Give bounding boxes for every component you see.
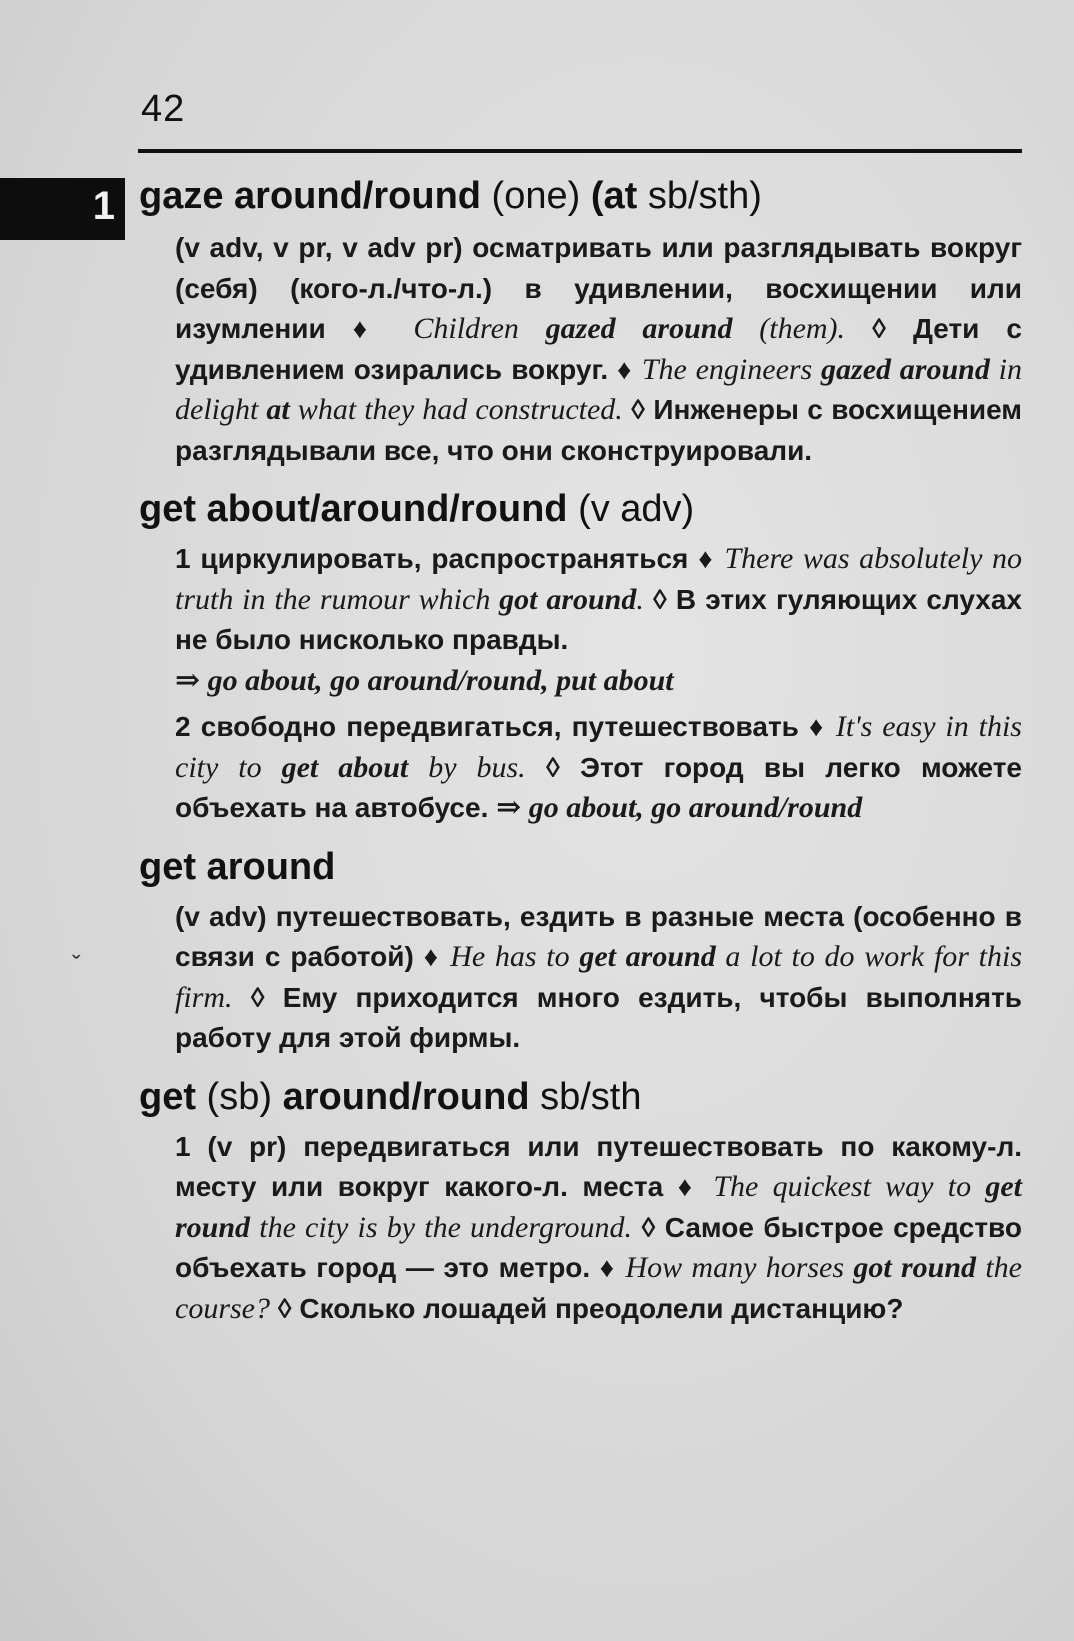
cross-reference: ⇒ go about, go around/round, put about: [175, 663, 674, 697]
entry-headword: gaze around/round (one) (at sb/sth): [139, 175, 762, 217]
entry-get-about: [139, 485, 1022, 829]
sense-1: 1 циркулировать, распространяться ♦ There was absolutely no truth in the rumour which got around. ◊ В этих гуляющих слухах не было нисколько правды. ⇒ go about, go around/round, put about: [175, 542, 1022, 697]
diamond-icon: ♦: [423, 941, 451, 972]
page-number: 42: [141, 88, 186, 130]
entry-headword: get around: [139, 845, 336, 888]
entry-body: (v adv) путешествовать, ездить в разные места (особенно в связи с работой) ♦ He has to get around a lot to do work for this firm. ◊ Ему приходится много ездить, чтобы выполнять работу для этой фирмы.: [175, 900, 1022, 1053]
entry-body: (v adv, v pr, v adv pr) осматривать или разглядывать вокруг (себя) (кого-л./что-л.) в удивлении, восхищении или изумлении ♦ Children gazed around (them). ◊ Дети с удивлением озирались вокруг. ♦ The engineers gazed around in delight at what they had constructed. ◊ Инженеры с восхищением разглядывали все, что они сконструировали.: [175, 232, 1023, 466]
cross-reference: ⇒ go about, go around/round: [496, 791, 863, 824]
diamond-icon: ♦: [677, 1171, 714, 1202]
dictionary-content: [139, 172, 1022, 1329]
section-tab: [0, 178, 125, 240]
header-rule: [138, 149, 1022, 153]
section-tab-number: 1: [92, 184, 115, 228]
diamond-icon: ♦: [698, 543, 725, 574]
diamond-icon: ♦: [352, 313, 414, 344]
sense-1: 1 (v pr) передвигаться или путешествовать по какому-л. месту или вокруг какого-л. места ♦ The quickest way to get round the city is by the underground. ◊ Самое быстрое средство объехать город — это метро. ♦ How many horses got round the course? ◊ Сколько лошадей преодолели дистанцию?: [175, 1130, 1023, 1325]
entry-headword: get (sb) around/round sb/sth: [139, 1075, 642, 1118]
margin-mark: ˇ: [72, 950, 81, 980]
entry-gaze-around: [139, 172, 1022, 471]
diamond-icon: ♦: [809, 711, 836, 742]
entry-get-around: [139, 843, 1022, 1059]
diamond-icon: ♦: [617, 353, 642, 385]
entry-get-sb-around: [139, 1073, 1022, 1330]
diamond-icon: ♦: [599, 1252, 626, 1283]
sense-2: 2 свободно передвигаться, путешествовать ♦ It's easy in this city to get about by bus. ◊ Этот город вы легко можете объехать на автобусе. ⇒ go about, go around/round: [175, 710, 1023, 824]
entry-headword: get about/around/round (v adv): [139, 488, 695, 530]
